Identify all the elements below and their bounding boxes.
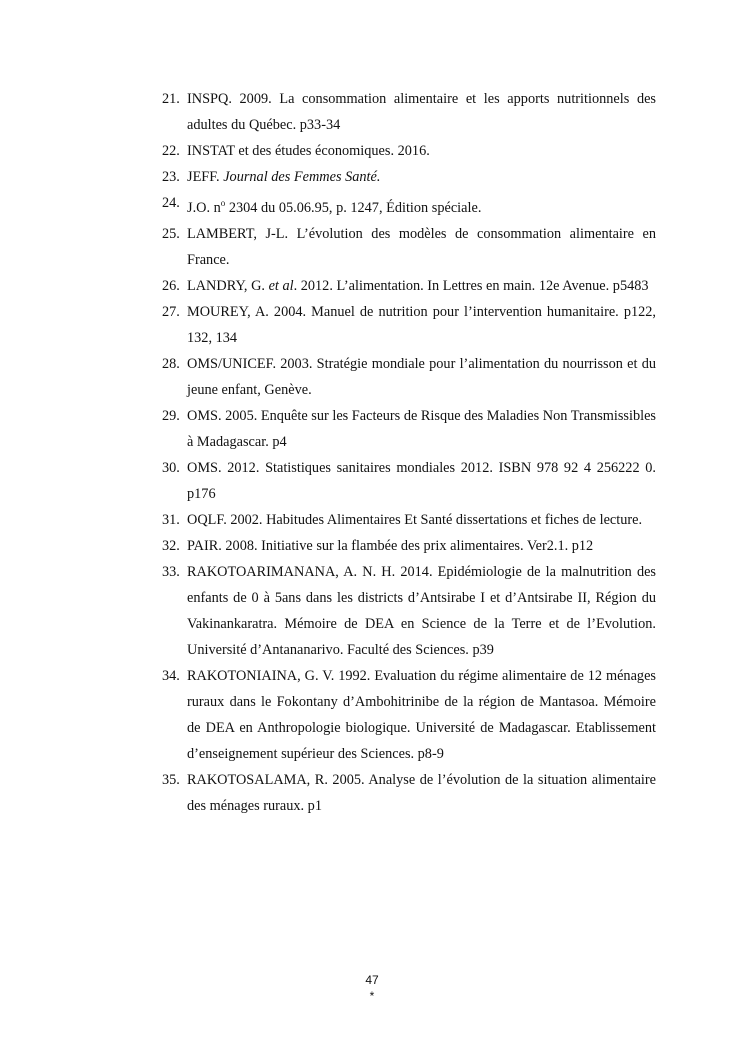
reference-number: 22. — [162, 143, 180, 159]
reference-item — [162, 351, 656, 403]
reference-item — [162, 767, 656, 819]
reference-item — [162, 455, 656, 507]
reference-text — [187, 273, 656, 299]
reference-item — [162, 164, 656, 190]
reference-text — [187, 190, 656, 221]
reference-text: OQLF. 2002. Habitudes Alimentaires Et Santé dissertations et fiches de lecture. — [187, 511, 643, 528]
reference-number: 30. — [162, 459, 180, 476]
et-al: et al — [268, 277, 294, 294]
reference-number: 26. — [162, 277, 180, 294]
reference-number: 33. — [162, 563, 180, 580]
reference-text-start: JEFF. — [187, 169, 224, 185]
reference-text: OMS. 2012. Statistiques sanitaires mondiales 2012. ISBN 978 92 4 256222 0. p176 — [187, 459, 656, 502]
reference-number: 31. — [162, 511, 180, 528]
journal-title: Journal des Femmes Santé. — [223, 169, 381, 185]
reference-item — [162, 86, 656, 138]
reference-item — [162, 507, 656, 533]
reference-text: MOUREY, A. 2004. Manuel de nutrition pour l’intervention humanitaire. p122, 132, 134 — [187, 303, 656, 346]
reference-text: INSPQ. 2009. La consommation alimentaire et les apports nutritionnels des adultes du Québec. p33-34 — [187, 91, 656, 133]
reference-text: OMS/UNICEF. 2003. Stratégie mondiale pour l’alimentation du nourrisson et du jeune enfant, Genève. — [187, 355, 656, 398]
reference-text: RAKOTOSALAMA, R. 2005. Analyse de l’évolution de la situation alimentaire des ménages ruraux. p1 — [187, 771, 656, 814]
reference-item — [162, 138, 656, 164]
reference-list — [162, 86, 656, 819]
reference-text: PAIR. 2008. Initiative sur la flambée des prix alimentaires. Ver2.1. p12 — [187, 537, 594, 554]
page-number: 47 — [365, 973, 379, 987]
reference-text-start: LANDRY, G. — [187, 277, 269, 294]
superscript-o: o — [220, 198, 226, 208]
reference-item — [162, 663, 656, 767]
reference-text: RAKOTOARIMANANA, A. N. H. 2014. Epidémiologie de la malnutrition des enfants de 0 à 5ans dans les districts d’Antsirabe I et d’Antsirabe II, Région du Vakinankaratra. Mémoire de DEA en Science de la Terre et de l’Evolution. Université d’Antananarivo. Faculté des Sciences. p39 — [187, 563, 656, 658]
reference-number: 28. — [162, 355, 180, 372]
reference-item — [162, 403, 656, 455]
reference-item — [162, 533, 656, 559]
reference-number: 34. — [162, 667, 180, 684]
reference-number: 32. — [162, 537, 180, 554]
reference-number: 27. — [162, 303, 180, 320]
reference-item — [162, 221, 656, 273]
reference-text-start: J.O. n — [187, 199, 221, 216]
reference-text — [187, 164, 656, 190]
reference-text: INSTAT et des études économiques. 2016. — [187, 143, 430, 159]
reference-number: 23. — [162, 169, 180, 185]
reference-text: OMS. 2005. Enquête sur les Facteurs de Risque des Maladies Non Transmissibles à Madagascar. p4 — [187, 407, 656, 450]
reference-item — [162, 559, 656, 663]
reference-text: LAMBERT, J-L. L’évolution des modèles de consommation alimentaire en France. — [187, 225, 656, 268]
reference-item — [162, 273, 656, 299]
reference-number: 21. — [162, 91, 180, 107]
reference-item — [162, 299, 656, 351]
reference-number: 24. — [162, 195, 180, 211]
reference-number: 25. — [162, 225, 180, 242]
reference-number: 35. — [162, 771, 180, 788]
reference-text-end: 2304 du 05.06.95, p. 1247, Édition spéciale. — [225, 199, 482, 216]
footer-mark: * — [369, 989, 375, 1003]
reference-text: RAKOTONIAINA, G. V. 1992. Evaluation du régime alimentaire de 12 ménages ruraux dans le Fokontany d’Ambohitrinibe de la région de Mantasoa. Mémoire de DEA en Anthropologie biologique. Université de Madagascar. Etablissement d’enseignement supérieur des Sciences. p8-9 — [187, 667, 656, 762]
reference-number: 29. — [162, 407, 180, 424]
reference-text-end: . 2012. L’alimentation. In Lettres en main. 12e Avenue. p5483 — [293, 277, 649, 294]
reference-item — [162, 190, 656, 221]
